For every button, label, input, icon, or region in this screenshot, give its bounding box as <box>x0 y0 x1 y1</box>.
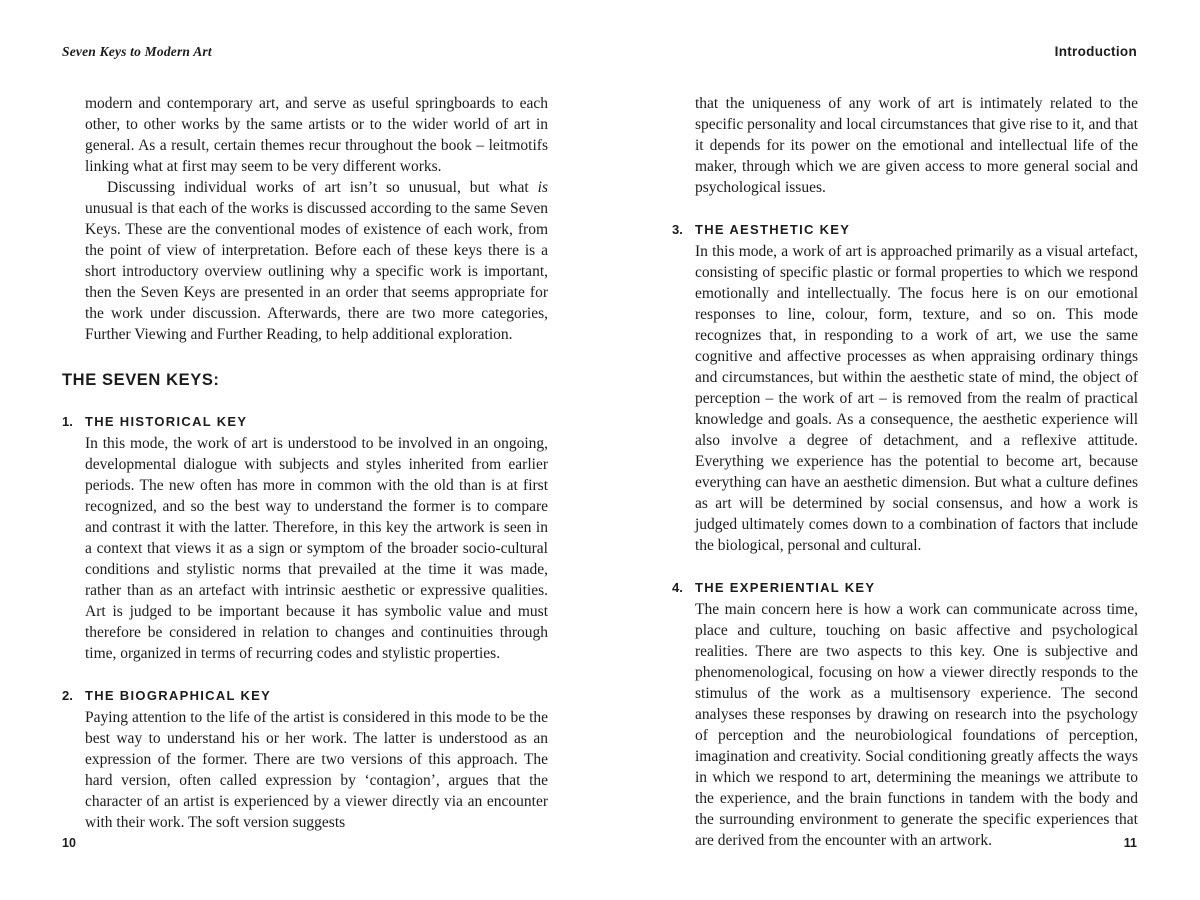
section-heading-seven-keys: THE SEVEN KEYS: <box>62 371 220 389</box>
key-number: 2. <box>62 688 73 703</box>
key-item-historical <box>62 411 548 664</box>
emphasis-word: is <box>537 179 548 196</box>
key-number: 1. <box>62 414 73 429</box>
key-item-biographical <box>62 685 548 833</box>
key-title: THE EXPERIENTIAL KEY <box>695 580 876 595</box>
left-page-column <box>62 93 548 833</box>
paragraph-text: unusual is that each of the works is discussed according to the same Seven Keys. These are the conventional modes of existence of each work, from the point of view of interpretation. Before each of these keys there is a short introductory overview outlining why a specific work is important, then the Seven Keys are presented in an order that seems appropriate for the work under discussion. Afterwards, there are two more categories, Further Viewing and Further Reading, to help additional exploration. <box>85 200 548 343</box>
key-heading <box>62 685 548 706</box>
key-number: 4. <box>672 580 683 595</box>
running-head-chapter: Introduction <box>1054 44 1137 59</box>
page-number-right: 11 <box>1123 836 1137 850</box>
right-page-column <box>672 93 1138 851</box>
key-number: 3. <box>672 222 683 237</box>
intro-paragraph-2 <box>85 177 548 345</box>
page-number-left: 10 <box>62 836 76 850</box>
intro-paragraph-continuation: modern and contemporary art, and serve as useful springboards to each other, to other works by the same artists or to the wider world of art in general. As a result, certain themes recur throughout the book – leitmotifs linking what at first may seem to be very different works. <box>85 95 548 175</box>
key-heading <box>672 577 1138 598</box>
key-item-experiential <box>672 577 1138 851</box>
running-head-book-title: Seven Keys to Modern Art <box>62 44 212 59</box>
paragraph-text: Discussing individual works of art isn’t so unusual, but what <box>107 179 538 196</box>
key-body: The main concern here is how a work can communicate across time, place and culture, touching on basic affective and psychological realities. There are two aspects to this key. One is subjective and phenomenological, focusing on how a viewer directly responds to the stimulus of the work as a multisensory experience. The second analyses these responses by drawing on research into the psychology of perception and the neurobiological foundations of perception, imagination and creativity. Social conditioning greatly affects the ways in which we respond to art, determining the meanings we attribute to the experience, and the brain functions in tandem with the body and the surrounding environment to generate the specific experiences that are derived from the encounter with an artwork. <box>695 601 1138 849</box>
key-item-aesthetic <box>672 219 1138 556</box>
key-body: In this mode, the work of art is understood to be involved in an ongoing, developmental dialogue with subjects and styles inherited from earlier periods. The new often has more in common with the old than is at first recognized, and so the best way to understand the former is to compare and contrast it with the latter. Therefore, in this key the artwork is seen in a context that views it as a sign or symptom of the broader socio-cultural conditions and stylistic norms that prevailed at the time it was made, rather than as an artefact with intrinsic aesthetic or expressive qualities. Art is judged to be important because it has symbolic value and must therefore be considered in relation to changes and continuities through time, organized in terms of recurring codes and stylistic properties. <box>85 435 548 662</box>
key-heading <box>62 411 548 432</box>
key-body: In this mode, a work of art is approached primarily as a visual artefact, consisting of specific plastic or formal properties to which we respond emotionally and intellectually. The focus here is on our emotional responses to line, colour, form, texture, and so on. This mode recognizes that, in responding to a work of art, we use the same cognitive and affective processes as when appraising ordinary things and circumstances, but within the aesthetic state of mind, the object of perception – the work of art – is removed from the realm of practical knowledge and goals. As a consequence, the aesthetic experience will also involve a degree of detachment, and a reflexive attitude. Everything we experience has the potential to become art, because everything can have an aesthetic dimension. But what a culture defines as art will be determined by social consensus, and how a work is judged ultimately comes down to a combination of factors that include the biological, personal and cultural. <box>695 243 1138 554</box>
key-title: THE AESTHETIC KEY <box>695 222 851 237</box>
key-title: THE BIOGRAPHICAL KEY <box>85 688 272 703</box>
key-body: Paying attention to the life of the artist is considered in this mode to be the best way to understand his or her work. The latter is understood as an expression of the former. There are two versions of this approach. The hard version, often called expression by ‘contagion’, argues that the character of an artist is experienced by a viewer directly via an encounter with their work. The soft version suggests <box>85 709 548 831</box>
biographical-continuation-paragraph: that the uniqueness of any work of art is intimately related to the specific personality and local circumstances that give rise to it, and that it depends for its power on the emotional and intellectual life of the maker, through which we are given access to more general social and psychological issues. <box>695 95 1138 196</box>
key-heading <box>672 219 1138 240</box>
key-title: THE HISTORICAL KEY <box>85 414 248 429</box>
